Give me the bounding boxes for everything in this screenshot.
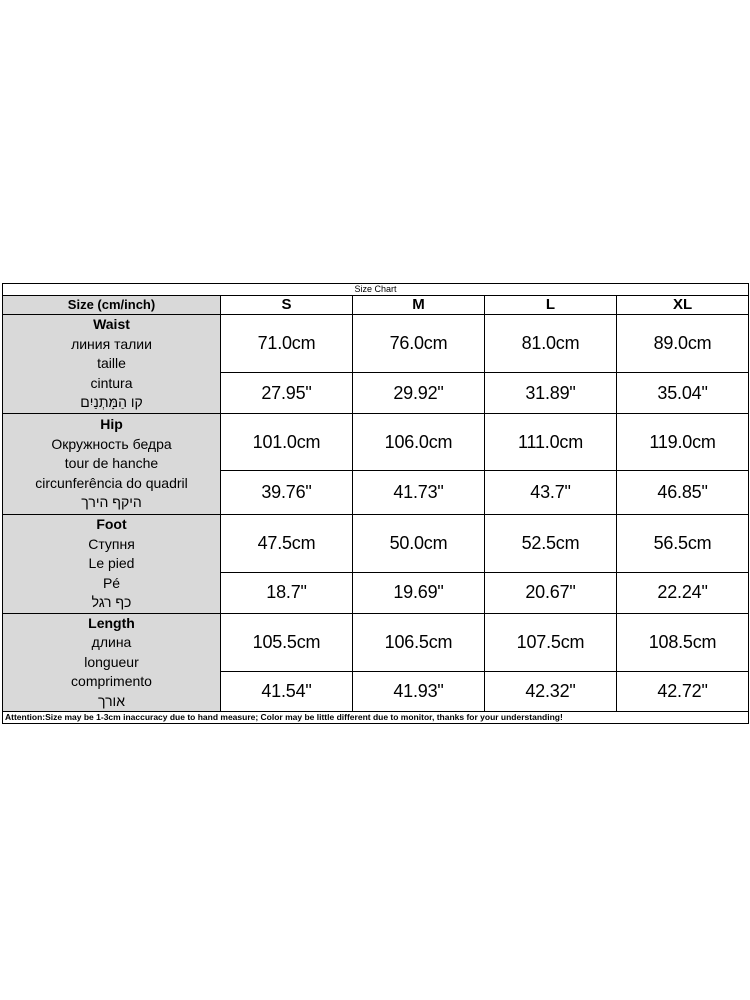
size-chart: [2, 283, 748, 722]
waist-label-pt: cintura: [90, 374, 133, 391]
hip-label-fr: tour de hanche: [64, 455, 159, 472]
hip-cm-xl: 119.0cm: [617, 414, 749, 471]
hip-label-he: היקף הירך: [81, 494, 142, 511]
foot-cm-xl: 56.5cm: [617, 515, 749, 573]
header-row: [3, 296, 749, 315]
foot-label: [3, 515, 221, 614]
length-label-ru: длина: [91, 634, 132, 650]
hip-label: [3, 414, 221, 515]
size-chart-table: [2, 283, 749, 724]
hip-cm-l: 111.0cm: [485, 414, 617, 471]
hip-inch-xl: 46.85": [617, 471, 749, 515]
attention-note: Attention:Size may be 1-3cm inaccuracy due to hand measure; Color may be little different due to monitor, thanks for your understanding!: [3, 712, 749, 724]
waist-cm-l: 81.0cm: [485, 315, 617, 373]
foot-inch-l: 20.67": [485, 573, 617, 613]
waist-inch-xl: 35.04": [617, 373, 749, 414]
length-inch-l: 42.32": [485, 671, 617, 711]
foot-inch-m: 19.69": [353, 573, 485, 613]
length-cm-m: 106.5cm: [353, 613, 485, 671]
size-header-m: M: [353, 296, 485, 315]
waist-inch-m: 29.92": [353, 373, 485, 414]
length-label-pt: comprimento: [71, 673, 152, 689]
length-label-he: אורך: [98, 692, 125, 709]
hip-label-pt: circunferência do quadril: [35, 474, 188, 491]
waist-inch-l: 31.89": [485, 373, 617, 414]
foot-cm-l: 52.5cm: [485, 515, 617, 573]
foot-cm-row: [3, 515, 749, 573]
waist-label: [3, 315, 221, 414]
foot-label-fr: Le pied: [88, 555, 135, 571]
length-cm-xl: 108.5cm: [617, 613, 749, 671]
length-label-en: Length: [88, 614, 135, 631]
waist-cm-row: [3, 315, 749, 373]
length-inch-m: 41.93": [353, 671, 485, 711]
foot-inch-s: 18.7": [221, 573, 353, 613]
foot-cm-m: 50.0cm: [353, 515, 485, 573]
length-cm-row: [3, 613, 749, 671]
waist-cm-s: 71.0cm: [221, 315, 353, 373]
foot-label-pt: Pé: [102, 574, 121, 591]
waist-label-ru: линия талии: [71, 335, 152, 352]
hip-label-en: Hip: [100, 416, 123, 433]
hip-cm-s: 101.0cm: [221, 414, 353, 471]
length-inch-xl: 42.72": [617, 671, 749, 711]
foot-label-en: Foot: [96, 516, 127, 532]
foot-cm-s: 47.5cm: [221, 515, 353, 573]
size-header-l: L: [485, 296, 617, 315]
waist-cm-xl: 89.0cm: [617, 315, 749, 373]
hip-inch-m: 41.73": [353, 471, 485, 515]
length-inch-s: 41.54": [221, 671, 353, 711]
hip-inch-s: 39.76": [221, 471, 353, 515]
hip-cm-row: [3, 414, 749, 471]
hip-cm-m: 106.0cm: [353, 414, 485, 471]
waist-inch-s: 27.95": [221, 373, 353, 414]
waist-label-fr: taille: [97, 355, 126, 372]
length-label: [3, 613, 221, 712]
size-unit-header: Size (cm/inch): [3, 296, 221, 315]
chart-title: Size Chart: [3, 284, 749, 296]
foot-label-ru: Ступня: [88, 535, 135, 552]
foot-label-he: כף רגל: [91, 594, 132, 610]
foot-inch-xl: 22.24": [617, 573, 749, 613]
size-header-s: S: [221, 296, 353, 315]
length-label-fr: longueur: [84, 653, 139, 670]
hip-label-ru: Окружность бедра: [51, 435, 172, 452]
waist-cm-m: 76.0cm: [353, 315, 485, 373]
waist-label-en: Waist: [93, 316, 130, 333]
length-cm-s: 105.5cm: [221, 613, 353, 671]
waist-label-he: קו הַמָּתְנַיִם: [80, 394, 143, 411]
size-header-xl: XL: [617, 296, 749, 315]
length-cm-l: 107.5cm: [485, 613, 617, 671]
hip-inch-l: 43.7": [485, 471, 617, 515]
